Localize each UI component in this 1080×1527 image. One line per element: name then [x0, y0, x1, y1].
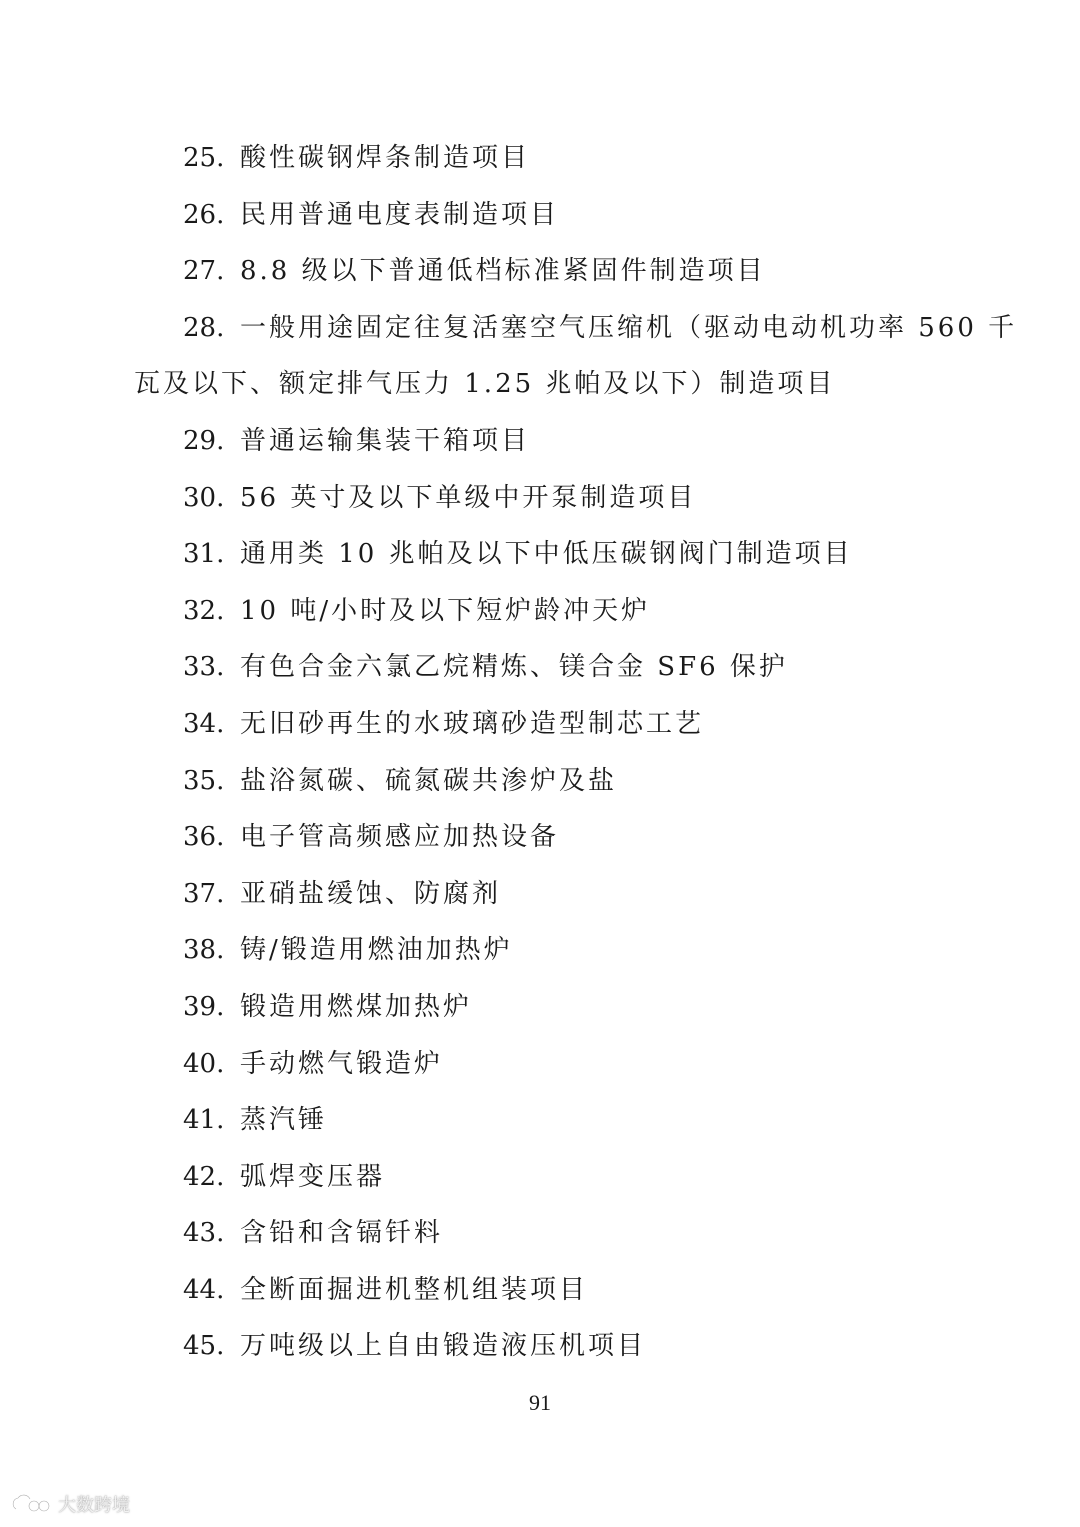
item-number: 28. [183, 312, 225, 343]
item-text: 酸性碳钢焊条制造项目 [240, 143, 531, 173]
list-item [0, 696, 1080, 753]
item-number: 38. [183, 935, 225, 966]
item-text: 瓦及以下、额定排气压力 1.25 兆帕及以下）制造项目 [134, 369, 836, 400]
item-number: 27. [183, 256, 225, 287]
item-number: 36. [183, 822, 225, 853]
list-item [0, 583, 1080, 640]
watermark-text: 大数跨境 [58, 1495, 130, 1516]
item-number: 43. [183, 1218, 225, 1249]
list-item [0, 1262, 1080, 1319]
page-number: 91 [529, 1390, 551, 1415]
item-number: 42. [183, 1161, 225, 1192]
list-item [0, 1318, 1080, 1375]
item-number: 34. [183, 708, 225, 739]
list-item [0, 187, 1080, 244]
item-text: 盐浴氮碳、硫氮碳共渗炉及盐 [240, 765, 618, 796]
item-text: 通用类 10 兆帕及以下中低压碳钢阀门制造项目 [240, 539, 853, 570]
list-item [0, 526, 1080, 583]
item-text: 有色合金六氯乙烷精炼、镁合金 SF6 保护 [240, 652, 788, 683]
item-text: 普通运输集装干箱项目 [240, 425, 531, 456]
list-item [0, 243, 1080, 300]
item-text: 亚硝盐缓蚀、防腐剂 [240, 878, 502, 909]
item-text: 蒸汽锤 [240, 1105, 328, 1136]
item-number: 26. [183, 199, 225, 230]
item-number: 37. [183, 878, 225, 909]
item-text: 含铅和含镉钎料 [240, 1218, 444, 1249]
item-number: 31. [183, 539, 225, 570]
list-item [0, 1149, 1080, 1206]
item-text: 万吨级以上自由锻造液压机项目 [240, 1331, 647, 1362]
item-number: 35. [183, 765, 225, 796]
item-text: 56 英寸及以下单级中开泵制造项目 [240, 482, 697, 513]
list-item [0, 1205, 1080, 1262]
item-list [0, 130, 1080, 1375]
item-text: 锻造用燃煤加热炉 [240, 991, 473, 1022]
list-item [0, 809, 1080, 866]
item-text: 铸/锻造用燃油加热炉 [240, 935, 513, 966]
item-number: 39. [183, 991, 225, 1022]
list-item [0, 922, 1080, 979]
list-item [0, 866, 1080, 923]
item-number: 40. [183, 1048, 225, 1079]
item-text: 一般用途固定往复活塞空气压缩机（驱动电动机功率 560 千 [240, 312, 1018, 343]
item-number: 29. [183, 425, 225, 456]
item-text: 全断面掘进机整机组装项目 [240, 1274, 589, 1305]
item-text: 电子管高频感应加热设备 [240, 822, 560, 853]
list-item [0, 979, 1080, 1036]
list-item [0, 1036, 1080, 1093]
list-item [0, 753, 1080, 810]
item-text: 弧焊变压器 [240, 1161, 386, 1192]
item-number: 30. [183, 482, 225, 513]
list-item [0, 130, 1080, 187]
list-item-continuation [0, 356, 1080, 413]
list-item [0, 470, 1080, 527]
item-text: 手动燃气锻造炉 [240, 1048, 444, 1079]
item-text: 无旧砂再生的水玻璃砂造型制芯工艺 [240, 708, 705, 739]
item-number: 33. [183, 652, 225, 683]
list-item [0, 639, 1080, 696]
item-text: 8.8 级以下普通低档标准紧固件制造项目 [240, 256, 766, 287]
item-number: 41. [183, 1105, 225, 1136]
watermark [10, 1490, 130, 1518]
item-number: 32. [183, 595, 225, 626]
item-number: 45. [183, 1331, 225, 1362]
cloud-logo-icon [10, 1493, 52, 1515]
list-item [0, 413, 1080, 470]
list-item [0, 1092, 1080, 1149]
list-item [0, 300, 1080, 357]
item-number: 44. [183, 1274, 225, 1305]
item-number: 25. [183, 143, 225, 173]
item-text: 10 吨/小时及以下短炉龄冲天炉 [240, 595, 651, 626]
item-text: 民用普通电度表制造项目 [240, 199, 560, 230]
